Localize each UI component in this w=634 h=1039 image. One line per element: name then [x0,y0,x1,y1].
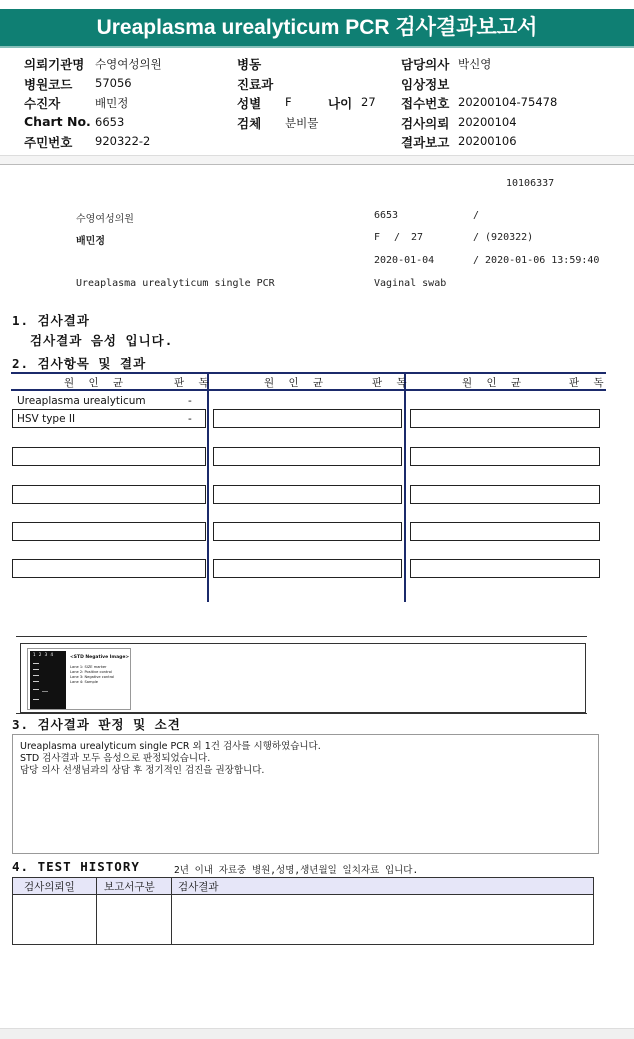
opinion-line: Ureaplasma urealyticum single PCR 외 1건 검사를 시행하였습니다. [20,741,321,752]
gel-image [27,648,131,710]
value-specimen: 분비물 [285,116,319,130]
gel-caption-title: <STD Negative Image> [70,655,130,660]
meta-birth: / (920322) [473,232,534,243]
header-bottom-bar [0,155,634,165]
gel-band [33,689,39,690]
meta-test-name: Ureaplasma urealyticum single PCR [76,278,275,289]
col-verdict-2: 판 독 [372,377,411,389]
value-receipt-no: 20200104-75478 [458,95,558,109]
label-report-date: 결과보고 [401,135,450,150]
history-col-result: 검사결과 [178,881,219,893]
history-divider [96,877,97,945]
meta-age: 27 [411,232,424,243]
opinion-box [12,734,599,854]
value-patient: 배민정 [95,96,129,110]
section-1-title: 1. 검사결과 [12,313,90,328]
gel-band [33,663,39,664]
meta-sex: F [374,232,381,243]
opinion-line: 담당 의사 선생님과의 상담 후 정기적인 검진을 권장합니다. [20,765,265,776]
result-cell [213,409,402,428]
report-title: Ureaplasma urealyticum PCR 검사결과보고서 [0,9,634,46]
empty-cell [213,447,402,466]
gel-caption-line: Lane 1: SIZE marker [70,665,107,669]
value-requesting-institution: 수영여성의원 [95,57,162,71]
label-department: 진료과 [237,77,274,92]
result-verdict: - [188,413,192,425]
label-hospital-code: 병원코드 [24,77,73,92]
value-chart-no: 6653 [95,115,125,129]
col-pathogen-1: 원 인 균 [64,377,128,389]
gel-caption [70,665,114,685]
empty-cell [410,559,600,578]
section-1-result: 검사결과 음성 입니다. [30,333,174,348]
result-verdict: - [188,395,192,407]
meta-patient: 배민정 [76,236,105,247]
gel-caption-line: Lane 2: Positive control [70,670,112,674]
opinion-line: STD 검사결과 모두 음성으로 판정되었습니다. [20,753,211,764]
value-report-date: 20200106 [458,134,517,148]
section-3-title: 3. 검사결과 판정 및 소견 [12,717,181,732]
empty-cell [12,485,206,504]
empty-cell [213,559,402,578]
gel-band [33,675,39,676]
label-receipt-no: 접수번호 [401,96,450,111]
section-2-title: 2. 검사항목 및 결과 [12,356,147,371]
col-verdict-3: 판 독 [569,377,608,389]
empty-cell [12,522,206,541]
meta-specimen: Vaginal swab [374,278,447,289]
lane-numbers: 1 2 3 4 [33,652,54,657]
gel-caption-line: Lane 3: Negative control [70,675,115,679]
empty-cell [213,485,402,504]
label-requesting-institution: 의뢰기관명 [24,57,85,72]
value-age: 27 [361,95,376,109]
table-top-rule [11,372,606,374]
meta-clinic: 수영여성의원 [76,214,134,225]
report-id: 10106337 [506,178,555,189]
meta-report-datetime: / 2020-01-06 13:59:40 [473,255,600,266]
col-verdict-1: 판 독 [174,377,213,389]
value-sex: F [285,95,292,109]
col-pathogen-2: 원 인 균 [264,377,328,389]
empty-cell [12,447,206,466]
gel-section [16,636,587,714]
gel-lanes [30,651,66,709]
label-clinical-info: 임상정보 [401,77,450,92]
footer-bar [0,1028,634,1039]
value-request-date: 20200104 [458,115,517,129]
meta-request-date: 2020-01-04 [374,255,435,266]
empty-cell [213,522,402,541]
gel-band [33,699,39,700]
empty-cell [12,559,206,578]
history-col-request-date: 검사의뢰일 [24,881,75,893]
meta-slash-2: / [394,232,401,243]
history-body [12,895,594,945]
value-hospital-code: 57056 [95,76,132,90]
meta-chart: 6653 [374,210,399,221]
label-ward: 병동 [237,57,262,72]
empty-cell [410,485,600,504]
label-resident-no: 주민번호 [24,135,73,150]
meta-slash: / [473,210,480,221]
gel-band [42,691,48,692]
gel-frame [20,643,586,713]
label-specimen: 검체 [237,116,262,131]
label-patient: 수진자 [24,96,61,111]
label-chart-no: Chart No. [24,114,91,129]
label-age: 나이 [328,96,353,111]
history-divider [171,877,172,945]
history-col-report-type: 보고서구분 [104,881,155,893]
label-sex: 성별 [237,96,262,111]
result-cell [410,409,600,428]
empty-cell [410,447,600,466]
section-4-title: 4. TEST HISTORY [12,859,140,874]
col-pathogen-3: 원 인 균 [462,377,526,389]
value-physician: 박신영 [458,57,492,71]
table-divider-2 [404,372,406,602]
title-divider [0,46,634,48]
empty-cell [410,522,600,541]
history-note: 2년 이내 자료중 병원,성명,생년월일 일치자료 입니다. [174,865,419,876]
result-pathogen: Ureaplasma urealyticum [17,395,146,407]
gel-band [33,681,39,682]
opinion-text [20,741,321,777]
gel-caption-line: Lane 4: Sample [70,680,98,684]
label-request-date: 검사의뢰 [401,116,450,131]
table-divider-1 [207,372,209,602]
history-header [12,877,594,895]
result-pathogen: HSV type II [17,413,76,425]
label-physician: 담당의사 [401,57,450,72]
value-resident-no: 920322-2 [95,134,151,148]
gel-band [33,669,39,670]
